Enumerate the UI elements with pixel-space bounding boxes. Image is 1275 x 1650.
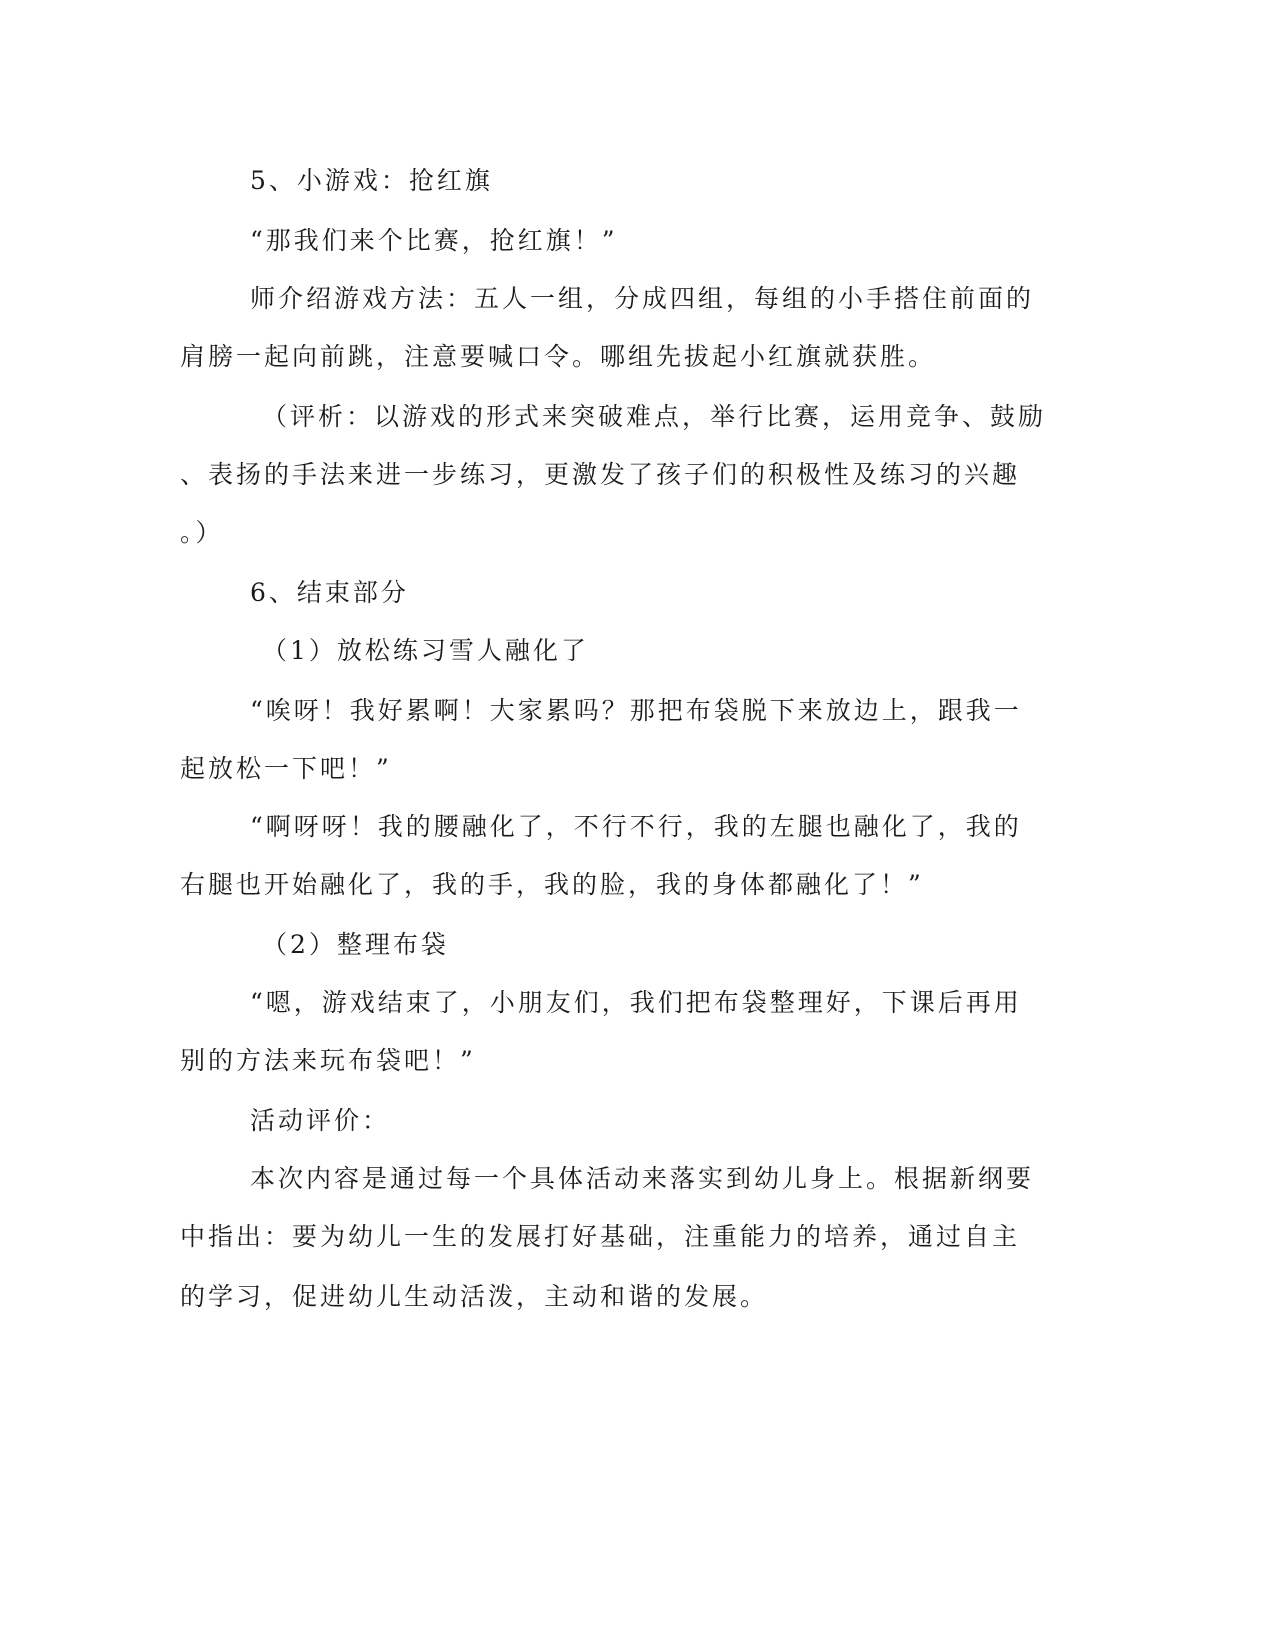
text-line: 别的方法来玩布袋吧！” (180, 1046, 476, 1075)
text-line: “那我们来个比赛，抢红旗！” (250, 226, 618, 255)
text-line: 师介绍游戏方法：五人一组，分成四组，每组的小手搭住前面的 (250, 284, 1035, 313)
text-line: 本次内容是通过每一个具体活动来落实到幼儿身上。根据新纲要 (250, 1164, 1035, 1193)
section-heading: 6、结束部分 (250, 578, 409, 607)
section-heading: 5、小游戏：抢红旗 (250, 166, 493, 195)
text-line: 。） (180, 518, 224, 547)
subsection-heading: （2）整理布袋 (262, 930, 449, 959)
text-line: 中指出：要为幼儿一生的发展打好基础，注重能力的培养，通过自主 (180, 1222, 1021, 1251)
text-line: （评析：以游戏的形式来突破难点，举行比赛，运用竞争、鼓励 (262, 402, 1047, 431)
text-line: “啊呀呀！我的腰融化了，不行不行，我的左腿也融化了，我的 (250, 812, 1022, 841)
text-line: 右腿也开始融化了，我的手，我的脸，我的身体都融化了！” (180, 870, 924, 899)
text-line: 的学习，促进幼儿生动活泼，主动和谐的发展。 (180, 1282, 769, 1311)
text-line: “唉呀！我好累啊！大家累吗？那把布袋脱下来放边上，跟我一 (250, 696, 1022, 725)
text-line: 、表扬的手法来进一步练习，更激发了孩子们的积极性及练习的兴趣 (180, 460, 1021, 489)
text-line: 肩膀一起向前跳，注意要喊口令。哪组先拔起小红旗就获胜。 (180, 342, 937, 371)
text-line: 起放松一下吧！” (180, 754, 392, 783)
section-heading: 活动评价： (250, 1106, 391, 1135)
text-line: “嗯，游戏结束了，小朋友们，我们把布袋整理好，下课后再用 (250, 988, 1022, 1017)
subsection-heading: （1）放松练习雪人融化了 (262, 636, 589, 665)
